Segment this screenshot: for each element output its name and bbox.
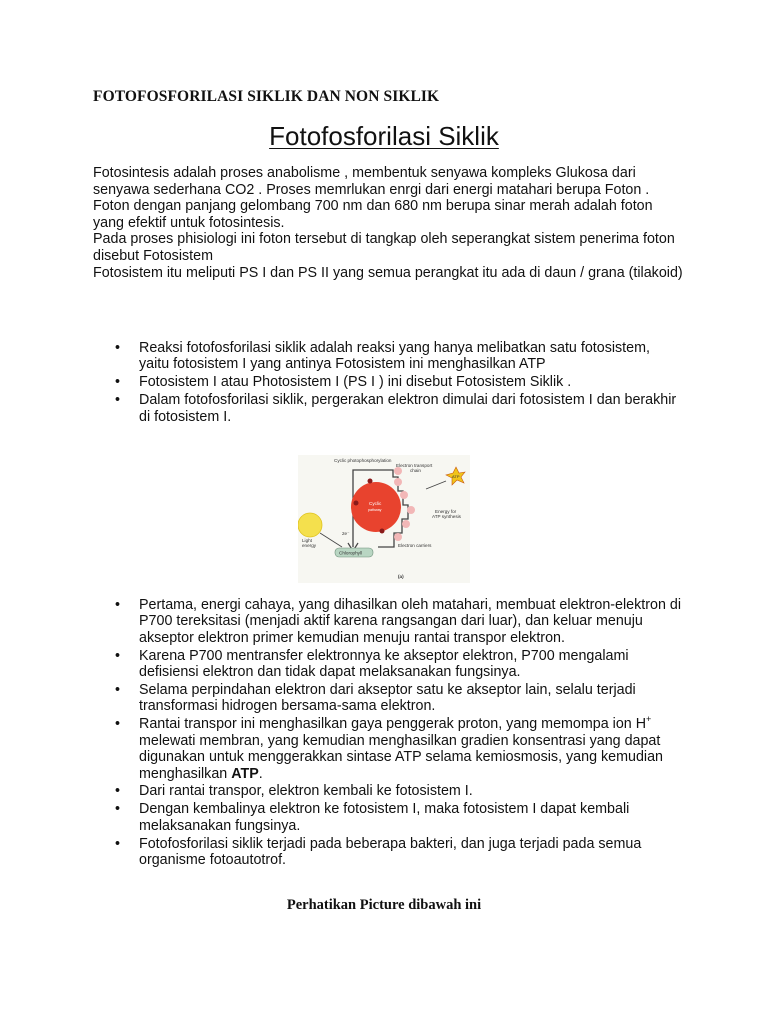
list-item: [93, 648, 683, 681]
electron-carrier: [402, 520, 410, 528]
list-item-text: Reaksi fotofosforilasi siklik adalah reaksi yang hanya melibatkan satu fotosistem, yaitu fotosistem I yang antinya Fotosistem ini menghasilkan ATP: [139, 340, 650, 373]
electron-dot: [354, 501, 359, 506]
list-item-text: Selama perpindahan elektron dari akseptor satu ke akseptor lain, selalu terjadi transformasi hidrogen bersama-sama elektron.: [139, 682, 636, 715]
bullet-icon: •: [115, 682, 121, 699]
footer-note: Perhatikan Picture dibawah ini: [286, 897, 482, 913]
intro-paragraph: Fotosistem itu meliputi PS I dan PS II yang semua perangkat itu ada di daun / grana (tilakoid): [93, 264, 683, 281]
energy-label-sub: ATP synthesis: [432, 514, 461, 519]
chlorophyll-label: Chlorophyll: [339, 550, 362, 556]
cyclic-label-sub: pathway: [368, 508, 382, 512]
list-item: [93, 340, 683, 373]
list-item: [93, 374, 683, 390]
cyclic-photophosphorylation-diagram: [298, 455, 470, 583]
diagram-graphic: [298, 455, 470, 583]
bullet-icon: •: [115, 647, 121, 664]
bullet-icon: •: [115, 783, 121, 800]
electron-carrier: [407, 506, 415, 514]
list-item-text: Dengan kembalinya elektron ke fotosistem I, maka fotosistem I dapat kembali melaksanakan fungsinya.: [139, 801, 630, 834]
light-label: Light: [302, 538, 312, 543]
bullet-icon: •: [115, 801, 121, 818]
list-item-text: Dari rantai transpor, elektron kembali ke fotosistem I.: [139, 783, 473, 800]
cyclic-pathway-circle: [351, 482, 401, 532]
electron-carrier: [394, 533, 402, 541]
bullet-icon: •: [115, 374, 121, 391]
intro-paragraph: Pada proses phisiologi ini foton tersebut di tangkap oleh seperangkat sistem penerima foton disebut Fotosistem: [93, 231, 675, 264]
list-item: [93, 801, 683, 834]
light-label-sub: energy: [302, 543, 317, 548]
electron-carrier: [394, 467, 402, 475]
list-item: [93, 597, 683, 646]
cyclic-label: Cyclic: [369, 501, 382, 506]
panel-label: (a): [398, 574, 404, 579]
atp-bold-text: ATP: [231, 765, 259, 782]
atp-label: ATP: [452, 474, 460, 479]
bullet-icon: •: [115, 340, 121, 356]
electron-carrier: [394, 478, 402, 486]
energy-label: Energy for: [435, 509, 457, 514]
text-run: melewati membran, yang kemudian menghasilkan gradien konsentrasi yang dapat digunakan untuk menggerakkan sintase ATP selama kemiosmosis, yang kemudian menghasilkan: [139, 732, 663, 782]
electron-dot: [368, 479, 373, 484]
text-run: Rantai transpor ini menghasilkan gaya penggerak proton, yang memompa ion H: [139, 716, 647, 733]
intro-text: [93, 165, 683, 281]
list-item-text: Dalam fotofosforilasi siklik, pergerakan elektron dimulai dari fotosistem I dan berakhir di fotosistem I.: [139, 392, 677, 425]
document-heading: FOTOFOSFORILASI SIKLIK DAN NON SIKLIK: [93, 88, 440, 105]
list-item-text: Pertama, energi cahaya, yang dihasilkan oleh matahari, membuat elektron-elektron di P700 tereksitasi (menjadi aktif karena rangsangan dari luar), dan keluar menuju akseptor elektron primer kemudian menuju rantai transpor elektron.: [139, 597, 681, 646]
list-item: [93, 392, 683, 425]
bullet-icon: •: [115, 716, 121, 733]
section-title: Fotofosforilasi Siklik: [269, 121, 499, 151]
list-item-text: Fotofosforilasi siklik terjadi pada beberapa bakteri, dan juga terjadi pada semua organisme fotoautotrof.: [139, 835, 642, 869]
etc-label-sub: chain: [410, 468, 421, 473]
bullet-icon: •: [115, 392, 121, 409]
list-item: [93, 836, 683, 869]
superscript-plus: +: [646, 714, 652, 725]
list-item-text: Fotosistem I atau Photosistem I (PS I ) ini disebut Fotosistem Siklik .: [139, 374, 572, 391]
electron-carrier: [400, 491, 408, 499]
two-electron-label: 2e⁻: [342, 531, 350, 536]
diagram-title: Cyclic photophosphorylation: [334, 458, 392, 463]
bullet-list-cyclic-summary: [93, 340, 683, 427]
intro-paragraph: Foton dengan panjang gelombang 700 nm dan 680 nm berupa sinar merah adalah foton yang efektif untuk fotosintesis.: [93, 198, 653, 231]
sun-icon: [298, 513, 322, 537]
intro-paragraph: Fotosintesis adalah proses anabolisme , membentuk senyawa kompleks Glukosa dari senyawa sederhana CO2 . Proses memrlukan enrgi dari energi matahari berupa Foton .: [93, 165, 650, 198]
list-item-text: [139, 716, 663, 781]
list-item: [93, 716, 683, 782]
text-run: .: [258, 765, 263, 782]
list-item: [93, 783, 683, 799]
bullet-list-cyclic-steps: [93, 597, 683, 870]
bullet-icon: •: [115, 597, 121, 613]
electron-dot: [380, 529, 385, 534]
list-item: [93, 682, 683, 715]
carriers-label: Electron carriers: [398, 543, 432, 548]
list-item-text: Karena P700 mentransfer elektronnya ke akseptor elektron, P700 mengalami defisiensi elektron dan tidak dapat melaksanakan fungsinya.: [139, 647, 629, 681]
bullet-icon: •: [115, 835, 121, 852]
etc-label: Electron transport: [396, 463, 433, 468]
